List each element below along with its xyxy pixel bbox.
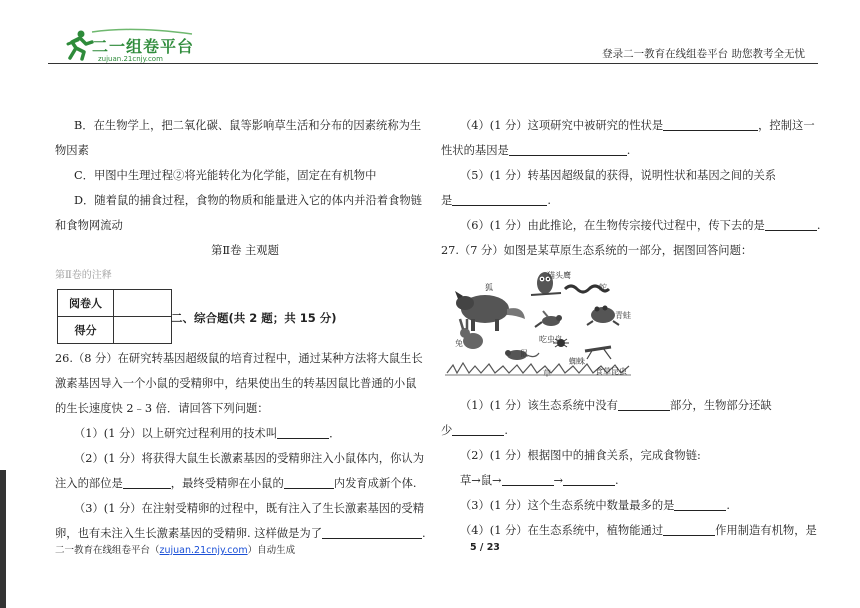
q27-sub1-line2 (441, 418, 819, 443)
right-column (441, 113, 819, 543)
q26-sub2-line2 (55, 471, 435, 496)
grasshopper-icon (585, 347, 611, 359)
label-bird: 吃虫鸟 (539, 335, 563, 344)
q27-sub1-text1: （1）(1 分）该生态系统中没有 (460, 399, 618, 412)
punct: ． (329, 427, 341, 440)
bird-icon (535, 311, 562, 327)
answer-blank[interactable] (123, 476, 171, 489)
answer-blank[interactable] (765, 218, 817, 231)
q27-sub2-line1: （2）(1 分）根据图中的捕食关系，完成食物链: (460, 449, 701, 462)
part-two-note: 第Ⅱ卷的注释 (55, 270, 112, 281)
answer-blank[interactable] (452, 423, 504, 436)
answer-blank[interactable] (509, 143, 627, 156)
q26-sub2-text2: ，最终受精卵在小鼠的 (170, 477, 284, 490)
punct: . (422, 527, 426, 540)
option-d-line1: D．随着鼠的捕食过程，食物的物质和能量进入它的体内并沿着食物链 (74, 194, 422, 207)
answer-blank[interactable] (563, 473, 615, 486)
q26-stem-line1: 26.（8 分）在研究转基因超级鼠的培育过程中，通过某种方法将大鼠生长 (55, 352, 423, 365)
reviewer-cell (114, 290, 172, 317)
option-d-line2: 和食物网流动 (55, 219, 123, 232)
footer-link[interactable]: zujuan.21cnjy.com (159, 545, 248, 556)
q26-sub3-text: 卵，也有未注入生长激素基因的受精卵. 这样做是为了 (55, 527, 323, 540)
q27-sub1-line1 (441, 393, 819, 418)
punct: . (547, 194, 551, 207)
left-column (55, 113, 435, 546)
punct: . (626, 144, 631, 157)
arrow: → (553, 474, 563, 487)
q26-sub5-line2 (441, 188, 819, 213)
punct: . (726, 499, 731, 512)
q27-stem: 27.（7 分）如图是某草原生态系统的一部分，据图回答问题： (441, 244, 753, 257)
section-title: 二、综合题(共 2 题；共 15 分) (171, 311, 337, 325)
answer-blank[interactable] (674, 498, 726, 511)
label-fox: 狐 (485, 283, 493, 292)
q27-sub3 (441, 493, 819, 518)
q26-sub4-text2: ，控制这一 (758, 119, 815, 132)
q26-sub6 (441, 213, 819, 238)
label-frog: 青蛙 (615, 311, 631, 320)
page-number: 5 / 23 (470, 542, 500, 553)
q27-sub1-text2: 部分，生物部分还缺 (669, 399, 772, 412)
logo-subtext: zujuan.21cnjy.com (98, 55, 163, 63)
label-mouse: 鼠 (520, 349, 528, 358)
header-slogan-link[interactable]: 登录二一教育在线组卷平台 助您教考全无忧 (602, 48, 805, 60)
q26-sub1-text: （1）(1 分）以上研究过程利用的技术叫 (74, 427, 278, 440)
q26-stem-line3: 的生长速度快 2﹣3 倍．请回答下列问题： (55, 402, 269, 415)
option-c: C．甲图中生理过程②将光能转化为化学能，固定在有机物中 (74, 169, 377, 182)
q26-stem-line2: 激素基因导入一个小鼠的受精卵中，结果使出生的转基因鼠比普通的小鼠 (55, 377, 417, 390)
page-edge-bar (0, 470, 6, 608)
part-two-title: 第Ⅱ卷 主观题 (211, 244, 279, 257)
q26-sub6-text: （6）(1 分）由此推论，在生物传宗接代过程中，传下去的是 (460, 219, 765, 232)
answer-blank[interactable] (277, 426, 329, 439)
q26-sub5-text: 是 (441, 194, 453, 207)
label-snake: 蛇 (599, 283, 607, 292)
footer-source (55, 542, 295, 556)
q26-sub2-text3: 内发育成新个体. (333, 477, 417, 490)
punct: . (504, 424, 508, 437)
q27-sub4-text1: （4）(1 分）在生态系统中，植物能通过 (460, 524, 664, 537)
answer-blank[interactable] (663, 523, 715, 536)
punct: . (615, 474, 619, 487)
q26-sub2-line1: （2）(1 分）将获得大鼠生长激素基因的受精卵注入小鼠体内，你认为 (74, 452, 424, 465)
answer-blank[interactable] (502, 473, 554, 486)
q26-sub4-line2 (441, 138, 819, 163)
q27-sub3-text: （3）(1 分）这个生态系统中数量最多的是 (460, 499, 675, 512)
label-grass: 草 (543, 369, 551, 378)
q26-sub4-line1 (441, 113, 819, 138)
option-b-line2: 物因素 (55, 144, 89, 157)
points-label: 得分 (58, 317, 114, 344)
score-table (57, 289, 172, 344)
label-owl: 猫头鹰 (547, 271, 571, 280)
food-chain-start: 草→鼠→ (460, 474, 502, 487)
answer-blank[interactable] (322, 526, 422, 539)
q27-sub4 (441, 518, 819, 543)
q26-sub4-text3: 性状的基因是 (441, 144, 509, 157)
header-divider (48, 63, 818, 64)
label-rabbit: 兔 (455, 339, 463, 348)
option-b-line1: B．在生物学上，把二氧化碳、鼠等影响草生活和分布的因素统称为生 (74, 119, 422, 132)
q26-sub1 (55, 421, 435, 446)
score-box (55, 288, 435, 346)
answer-blank[interactable] (284, 476, 334, 489)
page-header (0, 0, 860, 72)
q26-sub4-text1: （4）(1 分）这项研究中被研究的性状是 (460, 119, 664, 132)
footer-text1: 二一教育在线组卷平台（ (55, 545, 160, 556)
punct: . (816, 219, 821, 232)
label-spider: 蜘蛛 (569, 357, 585, 366)
points-cell (114, 317, 172, 344)
q26-sub2-text1: 注入的部位是 (55, 477, 123, 490)
food-web-figure (443, 269, 633, 391)
q26-sub5-line1: （5）(1 分）转基因超级鼠的获得，说明性状和基因之间的关系 (460, 169, 777, 182)
q27-sub1-text3: 少 (441, 424, 453, 437)
answer-blank[interactable] (452, 193, 547, 206)
answer-blank[interactable] (618, 398, 670, 411)
label-insect: 食草昆虫 (595, 367, 627, 376)
footer-text2: ）自动生成 (247, 545, 296, 556)
q27-sub4-text2: 作用制造有机物，是 (715, 524, 817, 537)
reviewer-label: 阅卷人 (58, 290, 114, 317)
answer-blank[interactable] (663, 118, 758, 131)
q27-sub2-line2 (441, 468, 819, 493)
q26-sub3-line1: （3）(1 分）在注射受精卵的过程中，既有注入了生长激素基因的受精 (74, 502, 424, 515)
logo-text: 二一组卷平台 (92, 37, 195, 56)
